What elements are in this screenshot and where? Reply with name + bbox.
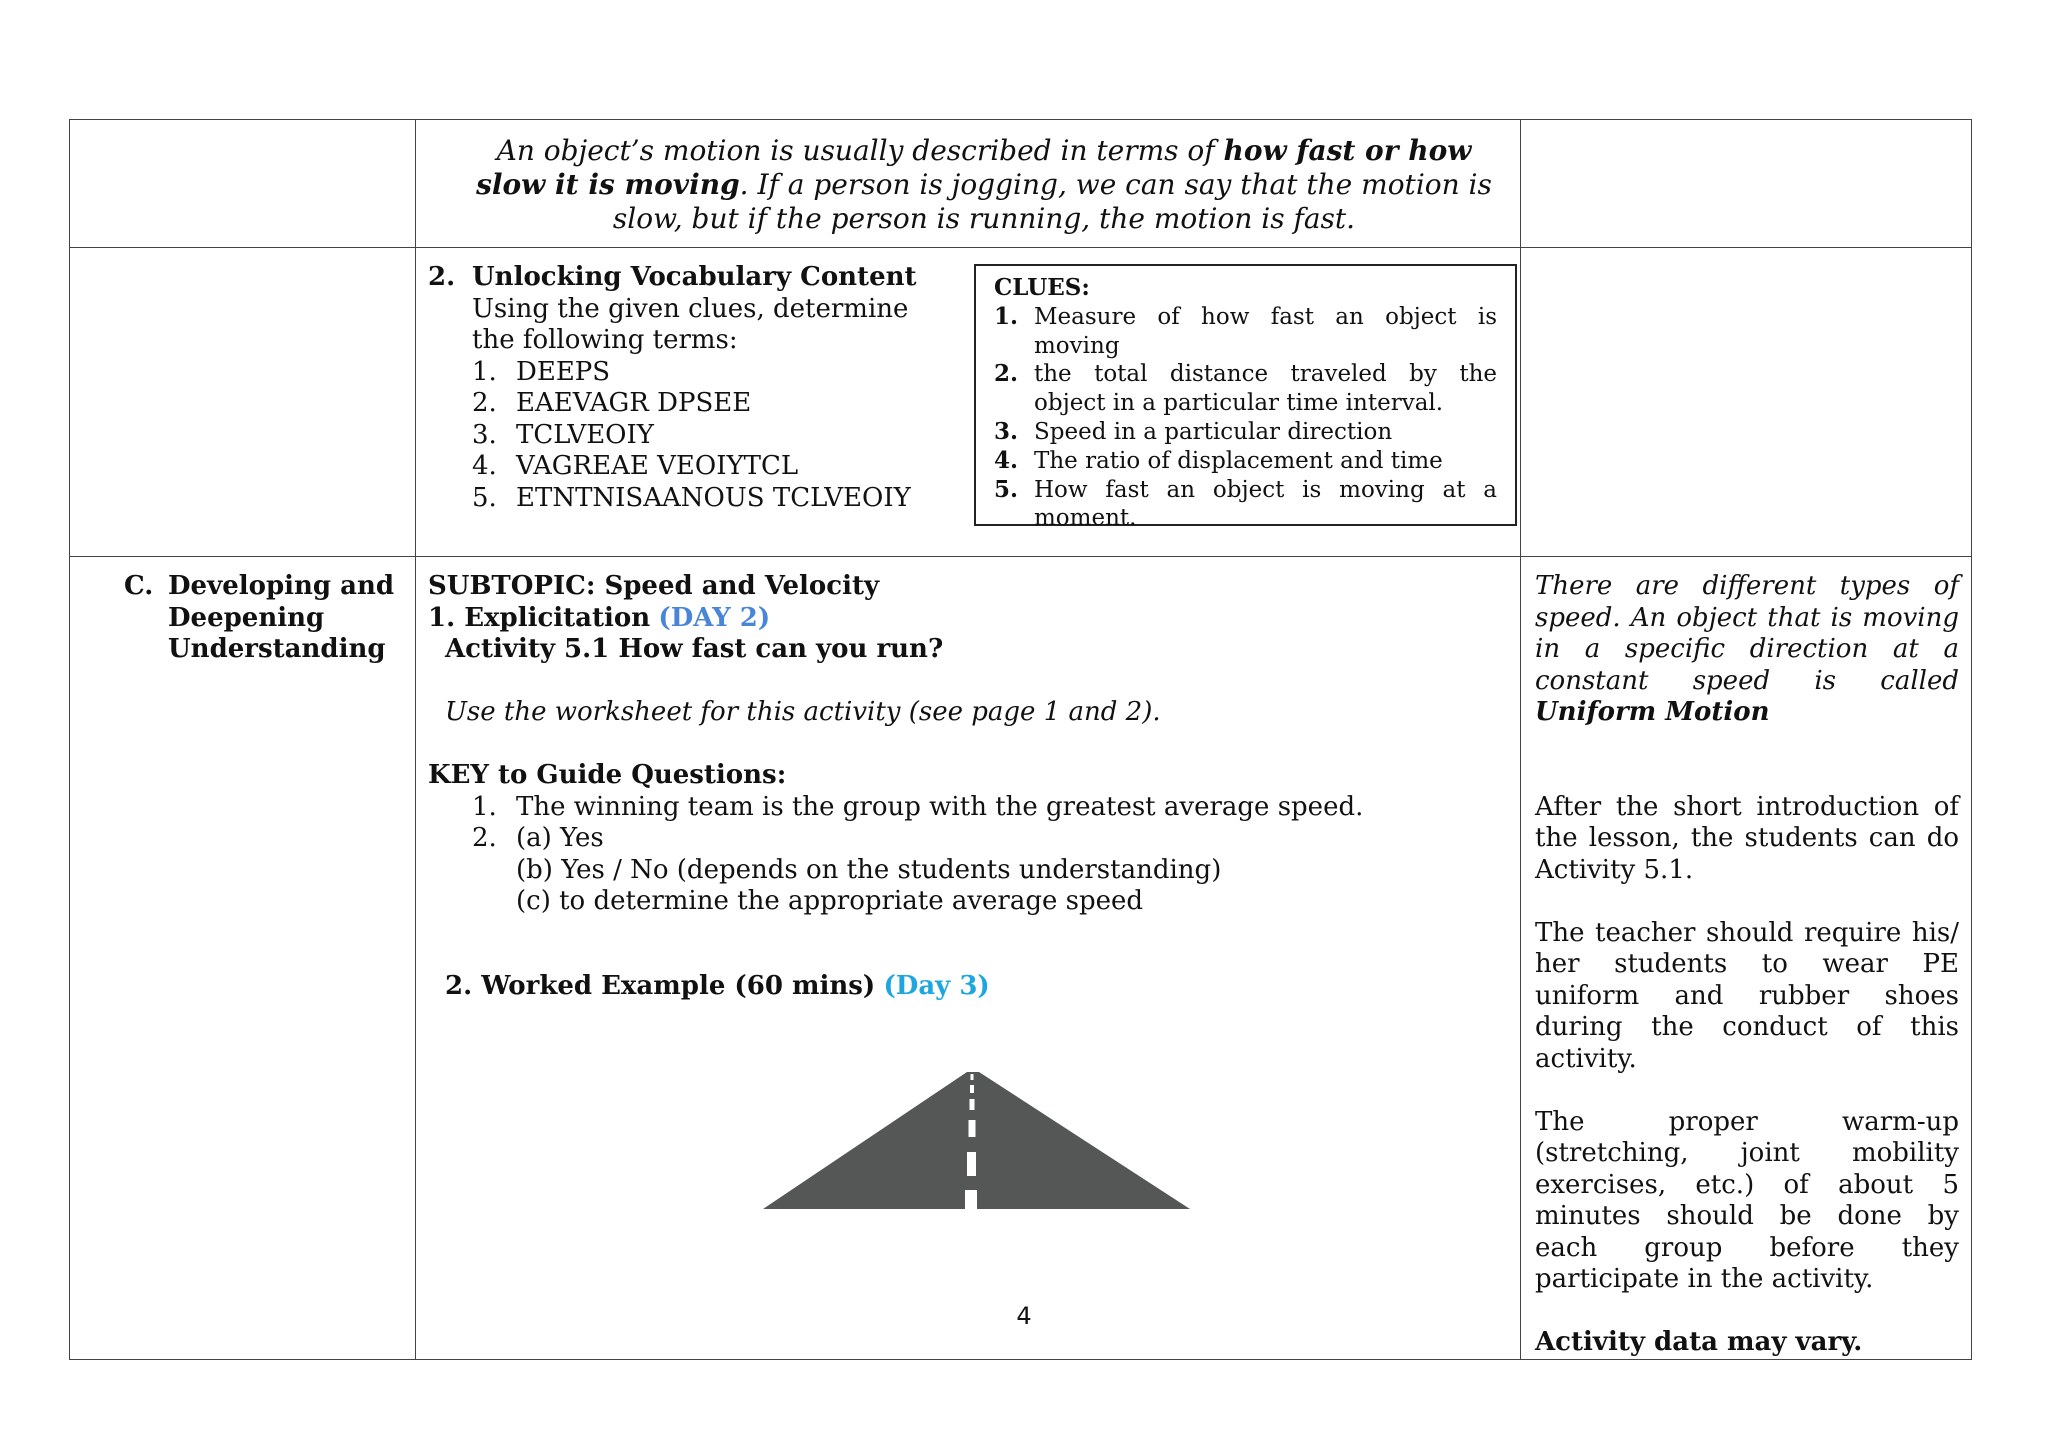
explicitation-heading: 1. Explicitation xyxy=(428,602,651,633)
list-item: 4. VAGREAE VEOIYTCL xyxy=(472,451,799,481)
table-row xyxy=(70,120,1972,248)
vocab-section: 2. Unlocking Vocabulary Content Using the given clues, determine the following terms: 1. DEEPS 2. EAEVAGR DPSEE 3. TCLVEOIY 4. VAGREAE VEOIYTCL 5. ETNTNISAANOUS TCLVEOIY xyxy=(428,262,938,514)
vocab-instruction: Using the given clues, determine the following terms: xyxy=(472,293,909,355)
lane-marking xyxy=(965,1190,977,1209)
page-number: 4 xyxy=(1016,1302,1032,1330)
list-item: (c) to determine the appropriate average speed xyxy=(516,886,1144,916)
vocab-cell xyxy=(416,248,1521,557)
worked-example-heading: 2. Worked Example (60 mins) xyxy=(445,971,876,1001)
section-label-cell xyxy=(70,557,416,1360)
notes-cell xyxy=(1521,557,1972,1360)
note-paragraph: The teacher should require his/ her students to wear PE uniform and rubber shoes during the conduct of this activity. xyxy=(1535,917,1959,1074)
vocab-list xyxy=(428,357,938,515)
clue-item: 2. the total distance traveled by the object in a particular time interval. xyxy=(994,360,1497,417)
list-item: 2. (a) Yes xyxy=(472,823,604,853)
note-paragraph: Activity data may vary. xyxy=(1535,1327,1863,1357)
lane-marking xyxy=(970,1099,975,1110)
section-letter: C. xyxy=(124,571,154,601)
clue-item: 4. The ratio of displacement and time xyxy=(994,446,1443,474)
list-item: (b) Yes / No (depends on the students understanding) xyxy=(516,854,1222,885)
intro-paragraph: An object’s motion is usually described in terms of how fast or how slow it is moving. If a person is jogging, we can say that the motion is slow, but if the person is running, the motion is fast. xyxy=(476,134,1492,235)
clue-item: 3. Speed in a particular direction xyxy=(994,417,1393,445)
clue-item: 5. How fast an object is moving at a moment. xyxy=(994,475,1497,532)
clues-box xyxy=(974,264,1517,532)
vocab-heading: Unlocking Vocabulary Content xyxy=(472,262,917,292)
list-item: 1. DEEPS xyxy=(472,356,611,387)
table-row xyxy=(70,557,1972,1360)
empty-cell xyxy=(70,120,416,248)
road-surface xyxy=(763,1072,1190,1209)
section-title: Developing and Deepening Understanding xyxy=(168,571,395,664)
day-2-label: (DAY 2) xyxy=(658,602,771,633)
guide-questions xyxy=(428,792,1520,918)
road-illustration xyxy=(762,1072,1192,1212)
clues-title: CLUES: xyxy=(994,274,1090,301)
lane-marking xyxy=(971,1074,974,1080)
list-item: 3. TCLVEOIY xyxy=(472,419,654,450)
clue-item: 1. Measure of how fast an object is moving xyxy=(994,302,1497,359)
list-item: 2. EAEVAGR DPSEE xyxy=(472,388,752,418)
note-paragraph: There are different types of speed. An object that is moving in a specific direction at a constant speed is called Uniform Motion xyxy=(1535,571,1959,727)
list-item: 5. ETNTNISAANOUS TCLVEOIY xyxy=(472,482,911,513)
empty-cell xyxy=(1521,248,1972,557)
note-paragraph: The proper warm-up (stretching, joint mobility exercises, etc.) of about 5 minutes should be done by each group before they participate in the activity. xyxy=(1535,1106,1959,1294)
empty-cell xyxy=(70,248,416,557)
table-row xyxy=(70,248,1972,557)
note-paragraph: After the short introduction of the lesson, the students can do Activity 5.1. xyxy=(1535,791,1959,885)
list-item: 1. The winning team is the group with the greatest average speed. xyxy=(472,791,1364,822)
intro-emphasis: how fast or how slow it is moving xyxy=(476,134,1472,201)
teacher-notes xyxy=(1521,557,1971,1359)
key-heading: KEY to Guide Questions: xyxy=(428,760,787,790)
activity-title: Activity 5.1 How fast can you run? xyxy=(445,634,944,664)
subtopic-heading: SUBTOPIC: Speed and Velocity xyxy=(428,571,880,601)
lane-marking xyxy=(970,1085,974,1093)
lane-marking xyxy=(969,1120,976,1137)
lane-marking xyxy=(967,1152,976,1176)
main-content-cell xyxy=(416,557,1521,1360)
day-3-label: (Day 3) xyxy=(883,971,990,1001)
intro-cell xyxy=(416,120,1521,248)
worksheet-note: Use the worksheet for this activity (see page 1 and 2). xyxy=(445,697,1161,727)
empty-cell xyxy=(1521,120,1972,248)
